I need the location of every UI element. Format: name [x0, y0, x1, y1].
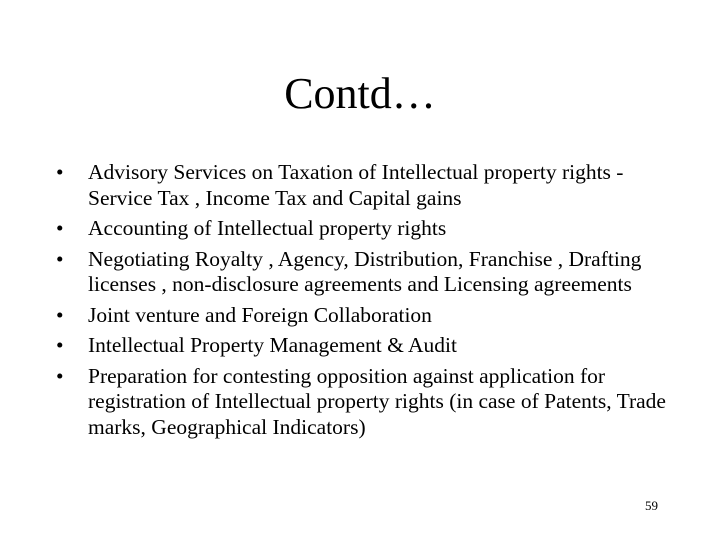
list-item [56, 333, 676, 359]
bullet-text: Intellectual Property Management & Audit [88, 333, 457, 357]
bullet-icon: • [56, 246, 64, 271]
bullet-icon: • [56, 216, 64, 240]
bullet-text: Preparation for contesting opposition against application for registration of Intellectual property rights (in case of Patents, Trade marks, Geographical Indicators) [88, 363, 666, 439]
bullet-list [56, 160, 676, 445]
bullet-icon: • [56, 160, 64, 184]
list-item [56, 364, 676, 441]
list-item [56, 303, 676, 329]
list-item [56, 247, 676, 298]
bullet-icon: • [56, 363, 64, 388]
bullet-text: Advisory Services on Taxation of Intellectual property rights - Service Tax , Income Tax and Capital gains [88, 160, 624, 210]
page-number: 59 [645, 498, 658, 513]
bullet-icon: • [56, 302, 64, 327]
bullet-text: Negotiating Royalty , Agency, Distribution, Franchise , Drafting licenses , non-disclosure agreements and Licensing agreements [88, 246, 642, 296]
bullet-icon: • [56, 333, 64, 357]
slide-title: Contd… [284, 69, 436, 118]
list-item [56, 216, 676, 242]
bullet-text: Accounting of Intellectual property rights [88, 216, 447, 240]
list-item [56, 160, 676, 211]
bullet-text: Joint venture and Foreign Collaboration [88, 302, 432, 327]
